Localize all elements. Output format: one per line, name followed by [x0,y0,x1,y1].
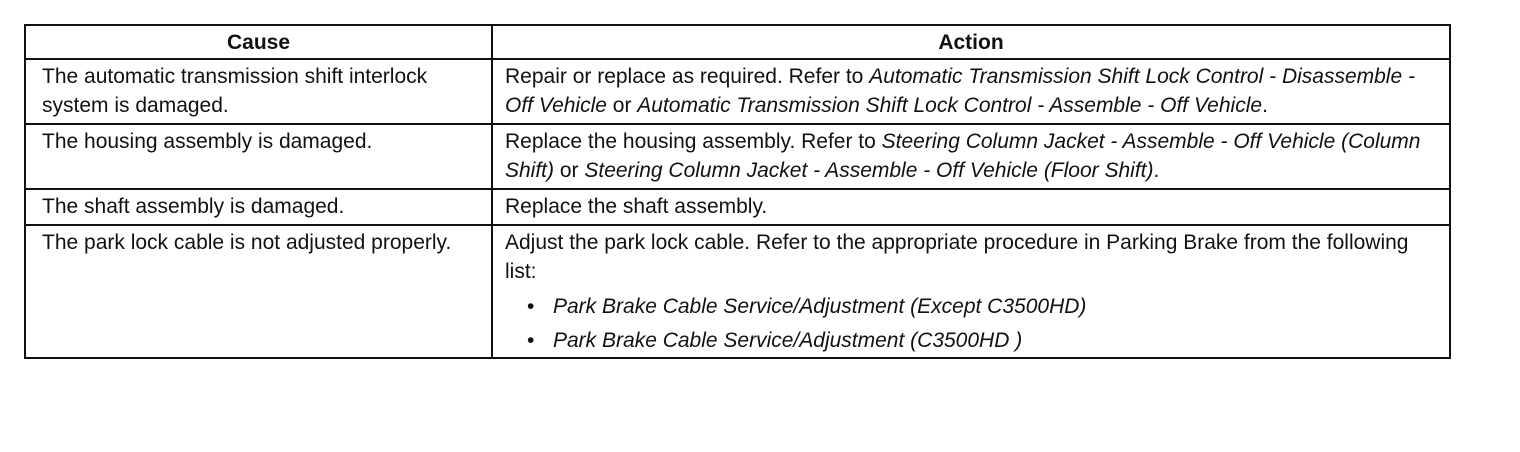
procedure-reference: Park Brake Cable Service/Adjustment (C3500HD ) [553,329,1023,352]
action-text: or [554,159,585,182]
cause-cell: The park lock cable is not adjusted properly. [25,225,492,358]
cause-action-table [24,24,1451,359]
column-header-action: Action [492,25,1450,59]
action-cell [492,124,1450,189]
procedure-reference: Automatic Transmission Shift Lock Control - Assemble - Off Vehicle [637,94,1263,117]
column-header-cause: Cause [25,25,492,59]
list-item [505,327,1433,354]
cause-cell: The automatic transmission shift interlock system is damaged. [25,59,492,124]
action-cell [492,189,1450,225]
action-text: . [1262,94,1268,117]
table-row [25,189,1450,225]
table-row [25,59,1450,124]
bullet-icon: • [527,329,535,352]
procedure-reference: Steering Column Jacket - Assemble - Off Vehicle (Floor Shift) [584,159,1154,182]
bullet-icon: • [527,295,535,318]
action-text: Replace the housing assembly. Refer to [505,130,882,153]
procedure-list [505,293,1433,354]
cause-cell: The housing assembly is damaged. [25,124,492,189]
procedure-reference: Steering Column Jacket - Assemble - Off Vehicle (Column Shift) [505,130,1421,182]
cause-cell: The shaft assembly is damaged. [25,189,492,225]
list-item [505,293,1433,320]
action-text: Replace the shaft assembly. [505,195,768,218]
action-text: Adjust the park lock cable. Refer to the appropriate procedure in Parking Brake from the following list: [505,231,1409,283]
procedure-reference: Automatic Transmission Shift Lock Control - Disassemble - Off Vehicle [505,65,1415,117]
procedure-reference: Park Brake Cable Service/Adjustment (Except C3500HD) [553,295,1087,318]
table-row [25,225,1450,358]
action-text: or [606,94,638,117]
action-cell [492,59,1450,124]
action-text: Repair or replace as required. Refer to [505,65,870,88]
action-cell [492,225,1450,358]
table-row [25,124,1450,189]
table-header-row [25,25,1450,59]
action-text: . [1153,159,1160,182]
